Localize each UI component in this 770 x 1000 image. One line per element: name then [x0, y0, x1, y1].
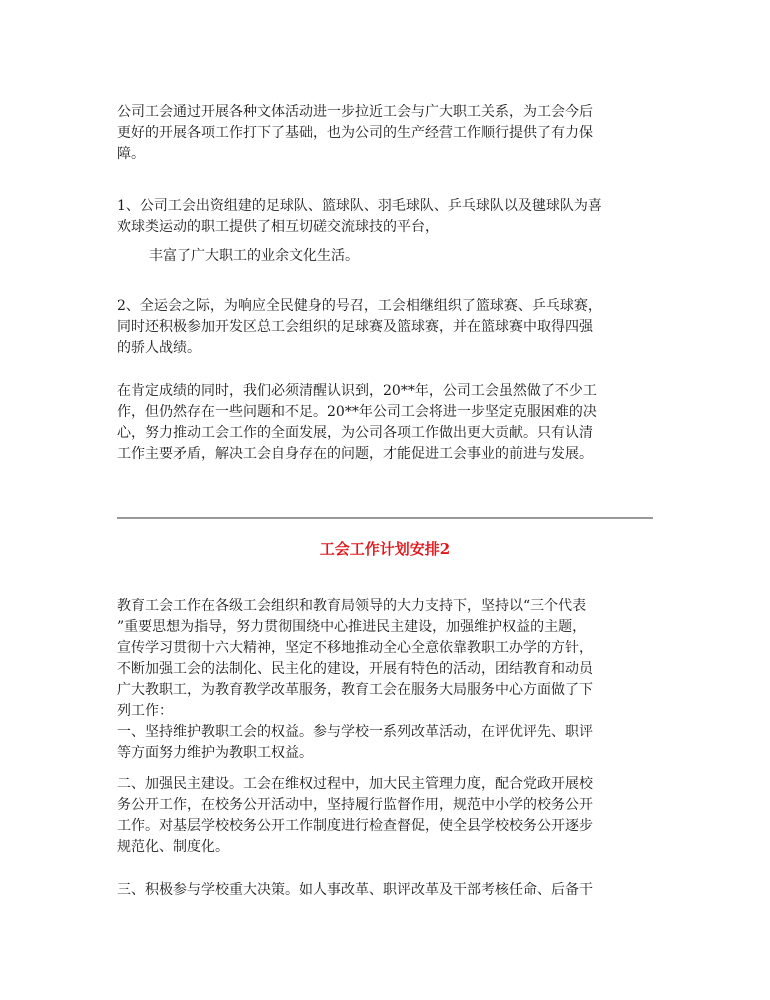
paragraph-team-activities-summary: 公司工会通过开展各种文体活动进一步拉近工会与广大职工关系，为工会今后 更好的开展各项工作打下了基础，也为公司的生产经营工作顺行提供了有力保 障。 [117, 104, 593, 162]
paragraph-sports-teams: 1、公司工会出资组建的足球队、篮球队、羽毛球队、乒乓球队以及毽球队为喜 欢球类运动的职工提供了相互切磋交流球技的平台， [117, 198, 602, 235]
paragraph-achievements-reflection: 在肯定成绩的同时，我们必须清醒认识到，20**年，公司工会虽然做了不少工 作，但仍然存在一些问题和不足。20**年公司工会将进一步坚定克服困难的决 心，努力推动工会工作的全面发展，为公司各项工作做出更大贡献。只有认清 工作主要矛盾，解决工会自身存在的问题，才能促进工会事业的前进与发展。 [117, 383, 597, 462]
section-title: 工会工作计划安排2 [319, 540, 451, 558]
paragraph-education-union-overview: 教育工会工作在各级工会组织和教育局领导的大力支持下，坚持以“三个代表 ”重要思想为指导，努力贯彻围绕中心推进民主建设，加强维护权益的主题， 宣传学习贯彻十六大精神，坚定不移地推动全心全意依靠教职工办学的方针， 不断加强工会的法制化、民主化的建设，开展有特色的活动，团结教育和动员 广大教职工，为教育教学改革服务，教育工会在服务大局服务中心方面做了下 列工作： 一、坚持维护教职工会的权益。参与学校一系列改革活动，在评优评先、职评 等方面努力维护为教职工权益。 [117, 598, 593, 761]
paragraph-cultural-life: 丰富了广大职工的业余文化生活。 [149, 248, 359, 264]
paragraph-democratic-building: 二、加强民主建设。工会在维权过程中，加大民主管理力度，配合党政开展校 务公开工作，在校务公开活动中，坚持履行监督作用，规范中小学的校务公开 工作。对基层学校校务公开工作制度进行检查督促，使全县学校校务公开逐步 规范化、制度化。 [117, 776, 593, 855]
paragraph-national-games: 2、全运会之际，为响应全民健身的号召，工会相继组织了篮球赛、乒乓球赛， 同时还积极参加开发区总工会组织的足球赛及篮球赛，并在篮球赛中取得四强 的骄人战绩。 [117, 298, 602, 356]
section-divider [117, 517, 653, 519]
paragraph-major-decisions: 三、积极参与学校重大决策。如人事改革、职评改革及干部考核任命、后备干 [117, 882, 593, 898]
